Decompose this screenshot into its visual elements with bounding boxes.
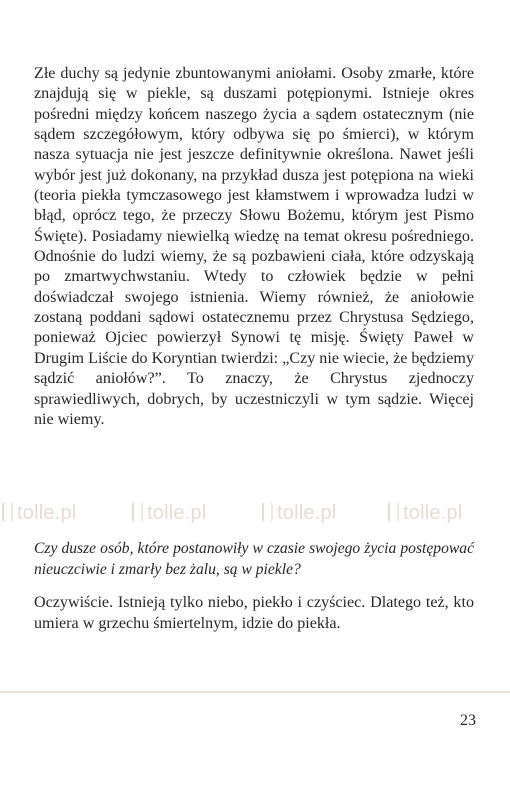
answer-text: Oczywiście. Istnieją tylko niebo, piekło i czyściec. Dlatego też, kto umiera w grzechu śmiertelnym, idzie do piekła. <box>34 594 474 632</box>
watermark-logo-icon <box>2 502 13 522</box>
watermark-2: tolle.pl <box>132 502 206 525</box>
page-number: 23 <box>460 712 476 729</box>
watermark-3: tolle.pl <box>262 502 336 525</box>
watermark-logo-icon <box>388 502 399 522</box>
watermark-strip <box>0 498 510 540</box>
page-divider <box>0 691 510 693</box>
watermark-logo-icon <box>262 502 273 522</box>
watermark-logo-icon <box>132 502 143 522</box>
question-text: Czy dusze osób, które postanowiły w czasie swojego życia postępować nieuczciwie i zmarły bez żalu, są w piekle? <box>34 540 474 578</box>
watermark-4: tolle.pl <box>388 502 462 525</box>
watermark-1: tolle.pl <box>2 502 76 525</box>
main-paragraph: Złe duchy są jedynie zbuntowanymi aniołami. Osoby zmarłe, które znajdują się w piekle, są duszami potępionymi. Istnieje okres pośredni między końcem naszego życia a sądem ostatecznym (nie sądem szczegółowym, który odbywa się po śmierci), w którym nasza sytuacja nie jest jeszcze definitywnie określona. Nawet jeśli wybór jest już dokonany, na przykład dusza jest potępiona na wieki (teoria piekła tymczasowego jest kłamstwem i wprowadza ludzi w błąd, oprócz tego, że przeczy Słowu Bożemu, którym jest Pismo Święte). Posiadamy niewielką wiedzę na temat okresu pośredniego. Odnośnie do ludzi wiemy, że są pozbawieni ciała, które odzyskają po zmartwychwstaniu. Wtedy to człowiek będzie w pełni doświadczał swojego istnienia. Wiemy również, że aniołowie zostaną poddani sądowi ostatecznemu przez Chrystusa Sędziego, ponieważ Ojciec powierzył Synowi tę misję. Święty Paweł w Drugim Liście do Koryntian twierdzi: „Czy nie wiecie, że będziemy sądzić aniołów?”. To znaczy, że Chrystus zjednoczy sprawiedliwych, dobrych, by uczestniczyli w tym sądzie. Więcej nie wiemy. <box>34 65 474 428</box>
